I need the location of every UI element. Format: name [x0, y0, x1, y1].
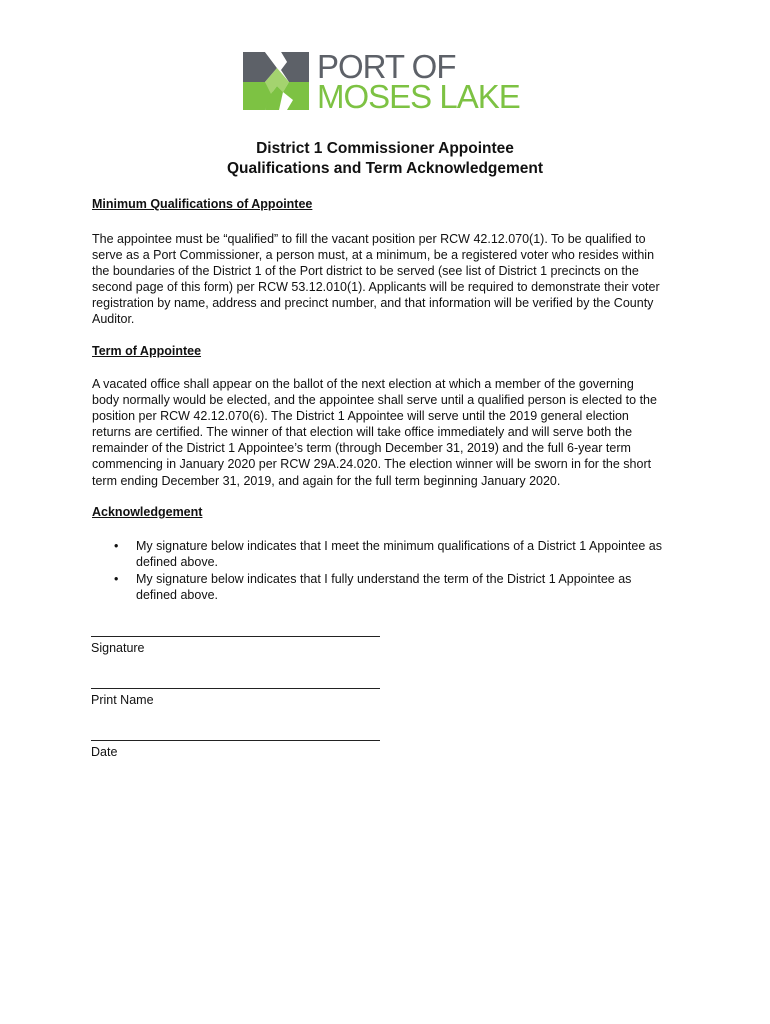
document-title-line-1: District 1 Commissioner Appointee	[256, 140, 514, 157]
term-line: A vacated office shall appear on the ballot of the next election at which a member of the governing	[92, 377, 634, 391]
term-line: commencing in January 2020 per RCW 29A.24.020. The election winner will be sworn in for the short	[92, 457, 652, 472]
signature-line[interactable]	[91, 636, 380, 637]
qualifications-line: the boundaries of the District 1 of the Port district to be served (see list of District 1 precincts on the	[92, 264, 639, 279]
port-of-moses-lake-m-logo-icon	[243, 52, 309, 110]
bullet-icon: •	[114, 572, 119, 587]
signature-label: Signature	[91, 641, 145, 655]
document-title-line-2: Qualifications and Term Acknowledgement	[226, 160, 544, 177]
print-name-label: Print Name	[91, 693, 154, 707]
qualifications-line: serve as a Port Commissioner, a person must, at a minimum, be a registered voter who resides within	[92, 248, 655, 263]
qualifications-line: The appointee must be “qualified” to fill the vacant position per RCW 42.12.070(1). To be qualified to	[92, 232, 646, 246]
qualifications-heading: Minimum Qualifications of Appointee	[92, 197, 313, 211]
date-line[interactable]	[91, 740, 380, 741]
bullet-icon: •	[114, 539, 119, 553]
date-label: Date	[91, 745, 118, 759]
term-line: returns are certified. The winner of that election will take office immediately and will serve both the	[92, 425, 633, 440]
bullet-text-line: defined above.	[136, 588, 219, 603]
acknowledgement-heading: Acknowledgement	[92, 505, 203, 519]
qualifications-line: registration by name, address and precinct number, and that information will be verified by the County	[92, 296, 654, 311]
print-name-line[interactable]	[91, 688, 380, 689]
port-logo	[243, 50, 533, 114]
qualifications-paragraph	[92, 231, 682, 328]
term-paragraph	[92, 376, 682, 489]
term-line: remainder of the District 1 Appointee’s term (through December 31, 2019) and the full 6-year term	[92, 441, 631, 456]
bullet-text-line: My signature below indicates that I fully understand the term of the District 1 Appointee as	[136, 572, 632, 587]
qualifications-line: second page of this form) per RCW 53.12.010(1). Applicants will be required to demonstrate their voter	[92, 280, 660, 295]
logo-text-port-of: PORT OF	[317, 48, 456, 85]
bullet-text-line: defined above.	[136, 555, 219, 570]
qualifications-line: Auditor.	[92, 312, 135, 327]
term-line: position per RCW 42.12.070(6). The District 1 Appointee will serve until the 2019 general election	[92, 409, 629, 424]
logo-text-moses-lake: MOSES LAKE	[317, 78, 520, 115]
term-line: term ending December 31, 2019, and again for the full term beginning January 2020.	[92, 473, 561, 488]
term-line: body normally would be elected, and the appointee shall serve until a qualified person is elected to the	[92, 393, 657, 408]
list-item	[112, 538, 692, 570]
list-item	[112, 571, 692, 603]
bullet-text-line: My signature below indicates that I meet the minimum qualifications of a District 1 Appointee as	[136, 539, 662, 553]
acknowledgement-list	[112, 538, 692, 604]
term-heading: Term of Appointee	[92, 344, 202, 358]
